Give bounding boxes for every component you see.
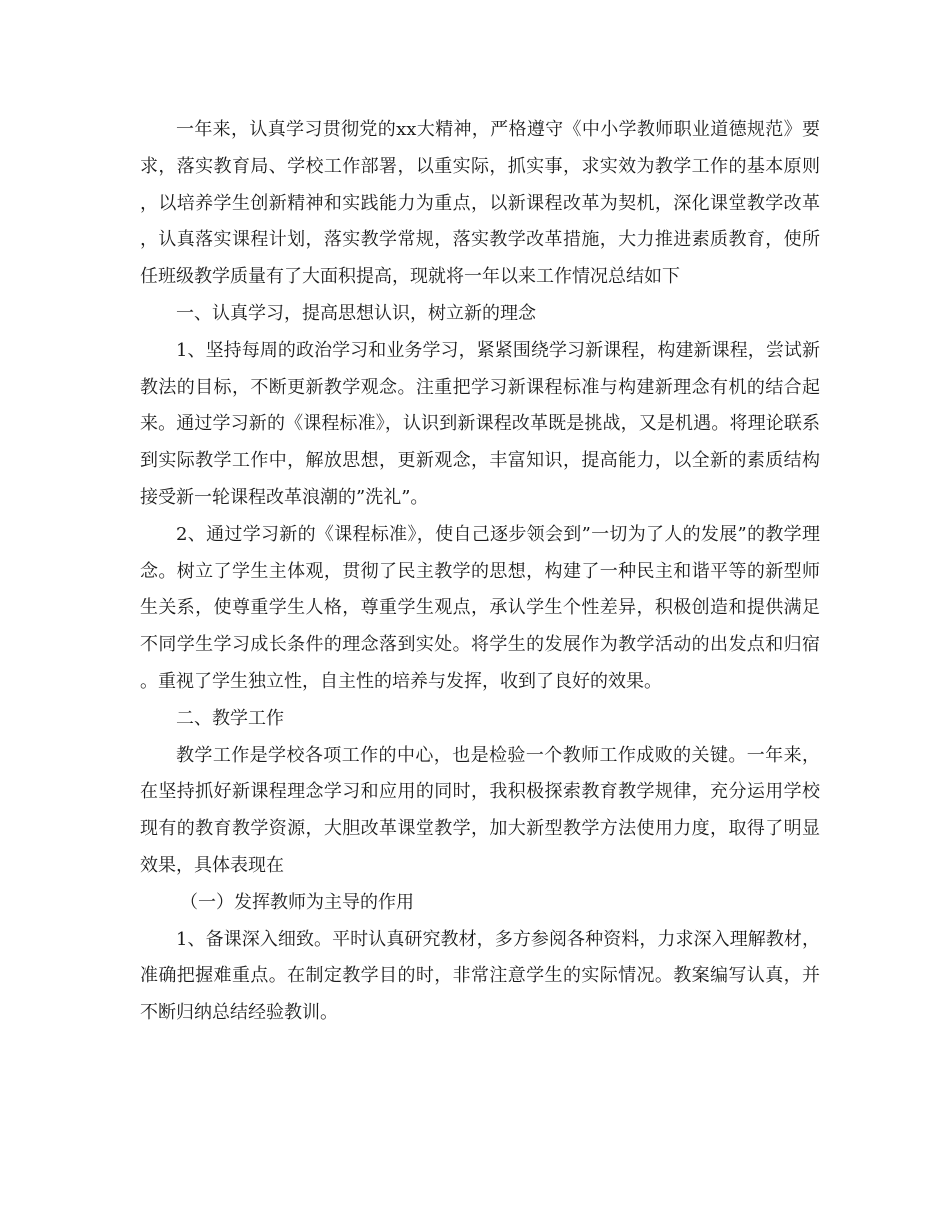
intro-paragraph: 一年来，认真学习贯彻党的xx大精神，严格遵守《中小学教师职业道德规范》要求，落实教育局、学校工作部署，以重实际，抓实事，求实效为教学工作的基本原则，以培养学生创新精神和实践能力为重点，以新课程改革为契机，深化课堂教学改革，认真落实课程计划，落实教学常规，落实教学改革措施，大力推进素质教育，使所任班级教学质量有了大面积提高，现就将一年以来工作情况总结如下	[140, 119, 820, 288]
section-heading-1: 一、认真学习，提高思想认识，树立新的理念	[176, 302, 536, 324]
paragraph-2-1: 1、备课深入细致。平时认真研究教材，多方参阅各种资料，力求深入理解教材，准确把握难重点。在制定教学目的时，非常注意学生的实际情况。教案编写认真，并不断归纳总结经验教训。	[140, 928, 820, 1024]
subsection-heading-1: （一）发挥教师为主导的作用	[180, 891, 414, 913]
paragraph-1-1: 1、坚持每周的政治学习和业务学习，紧紧围绕学习新课程，构建新课程，尝试新教法的目标，不断更新教学观念。注重把学习新课程标准与构建新理念有机的结合起来。通过学习新的《课程标准》，认识到新课程改革既是挑战，又是机遇。将理论联系到实际教学工作中，解放思想，更新观念，丰富知识，提高能力，以全新的素质结构接受新一轮课程改革浪潮的”洗礼”。	[140, 339, 820, 508]
section-heading-2: 二、教学工作	[176, 707, 284, 729]
document-body	[140, 112, 820, 1032]
paragraph-2-intro: 教学工作是学校各项工作的中心，也是检验一个教师工作成败的关键。一年来，在坚持抓好新课程理念学习和应用的同时，我积极探索教育教学规律，充分运用学校现有的教育教学资源，大胆改革课堂教学，加大新型教学方法使用力度，取得了明显效果，具体表现在	[140, 744, 820, 876]
paragraph-1-2: 2、通过学习新的《课程标准》，使自己逐步领会到”一切为了人的发展”的教学理念。树立了学生主体观，贯彻了民主教学的思想，构建了一种民主和谐平等的新型师生关系，使尊重学生人格，尊重学生观点，承认学生个性差异，积极创造和提供满足不同学生学习成长条件的理念落到实处。将学生的发展作为教学活动的出发点和归宿。重视了学生独立性，自主性的培养与发挥，收到了良好的效果。	[140, 523, 820, 692]
